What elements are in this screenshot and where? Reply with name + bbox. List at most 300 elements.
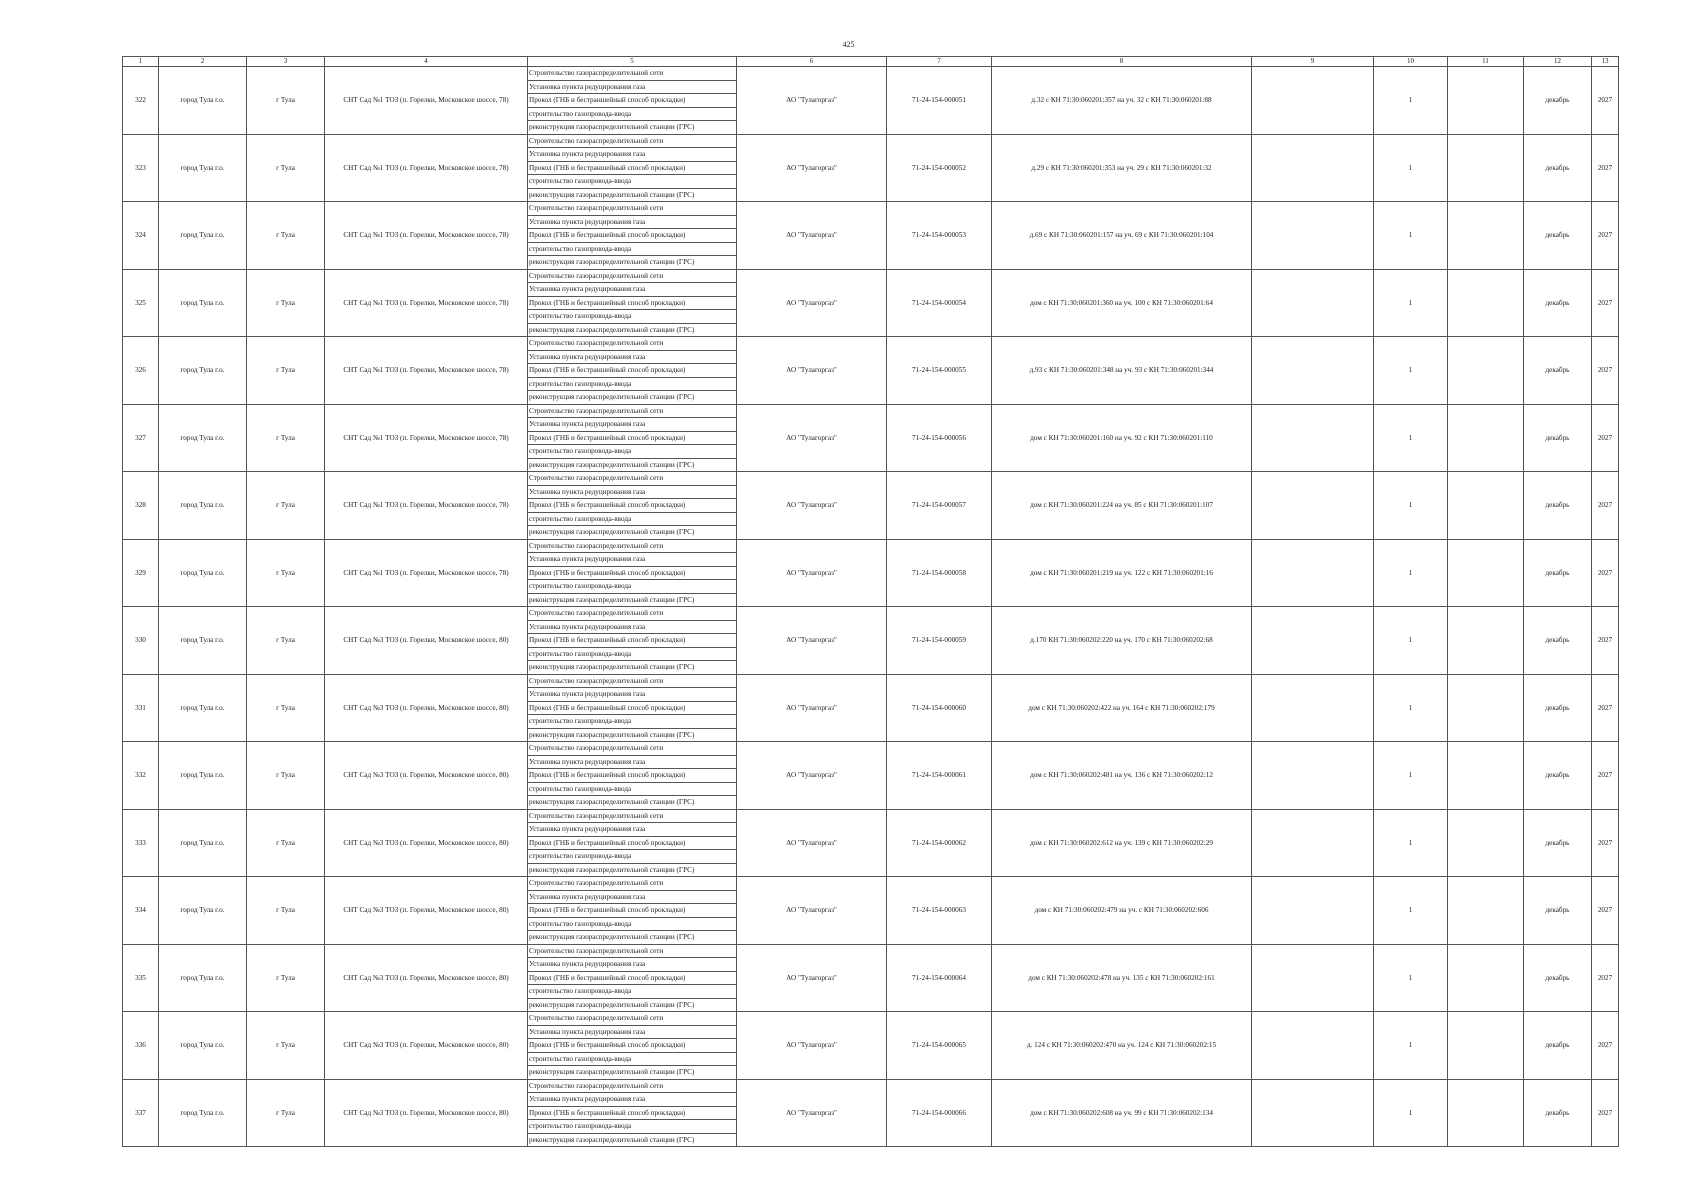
application-number: 71-24-154-000053 [887,202,992,270]
row-number: 336 [123,1012,159,1080]
work-item: Прокол (ГНБ и бестраншейный способ прокладки) [528,971,737,985]
municipality: город Тула г.о. [159,202,247,270]
work-item: реконструкция газораспределительной станции (ГРС) [528,998,737,1012]
col-9-value [1252,1079,1374,1147]
year: 2027 [1592,404,1619,472]
table-row [123,269,1619,283]
object-description: дом с КН 71:30:060201:360 на уч. 100 с КН 71:30:060201:64 [992,269,1252,337]
year: 2027 [1592,337,1619,405]
col-11-value [1448,269,1524,337]
work-item: Строительство газораспределительной сети [528,877,737,891]
work-item: реконструкция газораспределительной станции (ГРС) [528,931,737,945]
col-10-value: 1 [1374,404,1448,472]
municipality: город Тула г.о. [159,404,247,472]
month: декабрь [1524,877,1592,945]
col-header-11: 11 [1448,57,1524,67]
col-10-value: 1 [1374,134,1448,202]
table-row [123,742,1619,756]
municipality: город Тула г.о. [159,877,247,945]
municipality: город Тула г.о. [159,944,247,1012]
work-item: Строительство газораспределительной сети [528,134,737,148]
work-item: Установка пункта редуцирования газа [528,80,737,94]
network-organization: АО "Тулагоргаз" [737,877,887,945]
year: 2027 [1592,809,1619,877]
address: СНТ Сад №3 ТОЗ (п. Горелки, Московское шоссе, 80) [325,1012,528,1080]
application-number: 71-24-154-000059 [887,607,992,675]
work-item: Прокол (ГНБ и бестраншейный способ прокладки) [528,566,737,580]
work-item: реконструкция газораспределительной станции (ГРС) [528,661,737,675]
row-number: 329 [123,539,159,607]
col-10-value: 1 [1374,539,1448,607]
work-item: строительство газопровода-ввода [528,1120,737,1134]
year: 2027 [1592,269,1619,337]
col-9-value [1252,269,1374,337]
col-11-value [1448,539,1524,607]
municipality: город Тула г.о. [159,539,247,607]
network-organization: АО "Тулагоргаз" [737,607,887,675]
table-row [123,337,1619,351]
col-11-value [1448,134,1524,202]
work-item: Прокол (ГНБ и бестраншейный способ прокладки) [528,1106,737,1120]
work-item: Установка пункта редуцирования газа [528,148,737,162]
col-header-9: 9 [1252,57,1374,67]
object-description: дом с КН 71:30:060202:481 на уч. 136 с КН 71:30:060202:12 [992,742,1252,810]
municipality: город Тула г.о. [159,742,247,810]
month: декабрь [1524,202,1592,270]
work-item: реконструкция газораспределительной станции (ГРС) [528,256,737,270]
month: декабрь [1524,539,1592,607]
network-organization: АО "Тулагоргаз" [737,404,887,472]
work-item: строительство газопровода-ввода [528,985,737,999]
locality: г Тула [247,877,325,945]
row-number: 322 [123,67,159,135]
col-header-13: 13 [1592,57,1619,67]
year: 2027 [1592,67,1619,135]
municipality: город Тула г.о. [159,472,247,540]
address: СНТ Сад №3 ТОЗ (п. Горелки, Московское шоссе, 80) [325,1079,528,1147]
work-item: Строительство газораспределительной сети [528,337,737,351]
network-organization: АО "Тулагоргаз" [737,539,887,607]
network-organization: АО "Тулагоргаз" [737,1079,887,1147]
table-row [123,607,1619,621]
network-organization: АО "Тулагоргаз" [737,742,887,810]
municipality: город Тула г.о. [159,809,247,877]
work-item: Строительство газораспределительной сети [528,944,737,958]
work-item: Прокол (ГНБ и бестраншейный способ прокладки) [528,1039,737,1053]
work-item: Прокол (ГНБ и бестраншейный способ прокладки) [528,701,737,715]
work-item: Установка пункта редуцирования газа [528,350,737,364]
locality: г Тула [247,202,325,270]
col-11-value [1448,742,1524,810]
address: СНТ Сад №1 ТОЗ (п. Горелки, Московское шоссе, 78) [325,472,528,540]
row-number: 337 [123,1079,159,1147]
work-item: Прокол (ГНБ и бестраншейный способ прокладки) [528,229,737,243]
locality: г Тула [247,404,325,472]
row-number: 327 [123,404,159,472]
table-row [123,202,1619,216]
work-item: Установка пункта редуцирования газа [528,688,737,702]
col-10-value: 1 [1374,674,1448,742]
table-row [123,134,1619,148]
table-row [123,944,1619,958]
work-item: реконструкция газораспределительной станции (ГРС) [528,1133,737,1147]
work-item: реконструкция газораспределительной станции (ГРС) [528,121,737,135]
locality: г Тула [247,337,325,405]
month: декабрь [1524,607,1592,675]
work-item: Прокол (ГНБ и бестраншейный способ прокладки) [528,836,737,850]
col-10-value: 1 [1374,607,1448,675]
col-11-value [1448,877,1524,945]
work-item: Установка пункта редуцирования газа [528,553,737,567]
month: декабрь [1524,944,1592,1012]
municipality: город Тула г.о. [159,269,247,337]
work-item: строительство газопровода-ввода [528,782,737,796]
year: 2027 [1592,607,1619,675]
col-11-value [1448,67,1524,135]
table-row [123,404,1619,418]
work-item: Установка пункта редуцирования газа [528,620,737,634]
object-description: д.29 с КН 71:30:060201:353 на уч. 29 с КН 71:30:060201:32 [992,134,1252,202]
municipality: город Тула г.о. [159,67,247,135]
work-item: Установка пункта редуцирования газа [528,1025,737,1039]
application-number: 71-24-154-000060 [887,674,992,742]
col-10-value: 1 [1374,472,1448,540]
row-number: 324 [123,202,159,270]
col-10-value: 1 [1374,877,1448,945]
object-description: дом с КН 71:30:060202:612 на уч. 139 с КН 71:30:060202:29 [992,809,1252,877]
address: СНТ Сад №3 ТОЗ (п. Горелки, Московское шоссе, 80) [325,674,528,742]
address: СНТ Сад №1 ТОЗ (п. Горелки, Московское шоссе, 78) [325,539,528,607]
row-number: 325 [123,269,159,337]
year: 2027 [1592,877,1619,945]
work-item: Строительство газораспределительной сети [528,1012,737,1026]
col-header-1: 1 [123,57,159,67]
address: СНТ Сад №1 ТОЗ (п. Горелки, Московское шоссе, 78) [325,337,528,405]
work-item: Установка пункта редуцирования газа [528,283,737,297]
year: 2027 [1592,472,1619,540]
month: декабрь [1524,404,1592,472]
address: СНТ Сад №1 ТОЗ (п. Горелки, Московское шоссе, 78) [325,202,528,270]
col-9-value [1252,539,1374,607]
col-10-value: 1 [1374,269,1448,337]
work-item: Прокол (ГНБ и бестраншейный способ прокладки) [528,769,737,783]
work-item: строительство газопровода-ввода [528,107,737,121]
year: 2027 [1592,674,1619,742]
work-item: Установка пункта редуцирования газа [528,1093,737,1107]
object-description: дом с КН 71:30:060202:608 на уч. 99 с КН 71:30:060202:134 [992,1079,1252,1147]
col-11-value [1448,337,1524,405]
work-item: Установка пункта редуцирования газа [528,418,737,432]
municipality: город Тула г.о. [159,1079,247,1147]
table-row [123,67,1619,81]
col-header-2: 2 [159,57,247,67]
year: 2027 [1592,742,1619,810]
col-10-value: 1 [1374,809,1448,877]
object-description: д.170 КН 71:30:060202:220 на уч. 170 с КН 71:30:060202:68 [992,607,1252,675]
work-item: строительство газопровода-ввода [528,377,737,391]
month: декабрь [1524,1079,1592,1147]
col-9-value [1252,134,1374,202]
application-number: 71-24-154-000062 [887,809,992,877]
work-item: Прокол (ГНБ и бестраншейный способ прокладки) [528,904,737,918]
row-number: 335 [123,944,159,1012]
month: декабрь [1524,809,1592,877]
work-item: реконструкция газораспределительной станции (ГРС) [528,458,737,472]
locality: г Тула [247,809,325,877]
work-item: строительство газопровода-ввода [528,715,737,729]
locality: г Тула [247,269,325,337]
address: СНТ Сад №3 ТОЗ (п. Горелки, Московское шоссе, 80) [325,809,528,877]
work-item: реконструкция газораспределительной станции (ГРС) [528,526,737,540]
header-row [123,57,1619,67]
col-9-value [1252,944,1374,1012]
address: СНТ Сад №3 ТОЗ (п. Горелки, Московское шоссе, 80) [325,742,528,810]
col-9-value [1252,809,1374,877]
col-9-value [1252,674,1374,742]
address: СНТ Сад №3 ТОЗ (п. Горелки, Московское шоссе, 80) [325,944,528,1012]
network-organization: АО "Тулагоргаз" [737,134,887,202]
work-item: Строительство газораспределительной сети [528,809,737,823]
work-item: Установка пункта редуцирования газа [528,823,737,837]
work-item: строительство газопровода-ввода [528,917,737,931]
network-organization: АО "Тулагоргаз" [737,1012,887,1080]
table-row [123,1079,1619,1093]
object-description: дом с КН 71:30:060202:479 на уч. с КН 71:30:060202:606 [992,877,1252,945]
month: декабрь [1524,134,1592,202]
object-description: д. 124 с КН 71:30:060202:470 на уч. 124 с КН 71:30:060202:15 [992,1012,1252,1080]
table-row [123,674,1619,688]
work-item: Прокол (ГНБ и бестраншейный способ прокладки) [528,364,737,378]
col-10-value: 1 [1374,202,1448,270]
year: 2027 [1592,1012,1619,1080]
work-item: реконструкция газораспределительной станции (ГРС) [528,391,737,405]
col-10-value: 1 [1374,67,1448,135]
application-number: 71-24-154-000066 [887,1079,992,1147]
month: декабрь [1524,472,1592,540]
application-number: 71-24-154-000055 [887,337,992,405]
col-header-4: 4 [325,57,528,67]
locality: г Тула [247,67,325,135]
table-row [123,1012,1619,1026]
application-number: 71-24-154-000052 [887,134,992,202]
network-organization: АО "Тулагоргаз" [737,202,887,270]
month: декабрь [1524,1012,1592,1080]
object-description: дом с КН 71:30:060202:422 на уч. 164 с КН 71:30:060202:179 [992,674,1252,742]
object-description: дом с КН 71:30:060201:219 на уч. 122 с КН 71:30:060201:16 [992,539,1252,607]
work-item: Установка пункта редуцирования газа [528,485,737,499]
application-number: 71-24-154-000051 [887,67,992,135]
year: 2027 [1592,944,1619,1012]
work-item: Строительство газораспределительной сети [528,742,737,756]
month: декабрь [1524,269,1592,337]
work-item: Строительство газораспределительной сети [528,472,737,486]
month: декабрь [1524,337,1592,405]
work-item: Установка пункта редуцирования газа [528,958,737,972]
work-item: реконструкция газораспределительной станции (ГРС) [528,728,737,742]
work-item: реконструкция газораспределительной станции (ГРС) [528,863,737,877]
col-11-value [1448,1012,1524,1080]
work-item: строительство газопровода-ввода [528,850,737,864]
month: декабрь [1524,742,1592,810]
work-item: Установка пункта редуцирования газа [528,215,737,229]
locality: г Тула [247,472,325,540]
work-item: Строительство газораспределительной сети [528,607,737,621]
work-item: реконструкция газораспределительной станции (ГРС) [528,1066,737,1080]
work-item: реконструкция газораспределительной станции (ГРС) [528,323,737,337]
work-item: Установка пункта редуцирования газа [528,890,737,904]
year: 2027 [1592,134,1619,202]
work-item: строительство газопровода-ввода [528,310,737,324]
work-item: строительство газопровода-ввода [528,1052,737,1066]
locality: г Тула [247,944,325,1012]
address: СНТ Сад №1 ТОЗ (п. Горелки, Московское шоссе, 78) [325,269,528,337]
table-row [123,809,1619,823]
address: СНТ Сад №3 ТОЗ (п. Горелки, Московское шоссе, 80) [325,877,528,945]
row-number: 334 [123,877,159,945]
application-number: 71-24-154-000065 [887,1012,992,1080]
col-11-value [1448,202,1524,270]
locality: г Тула [247,539,325,607]
col-9-value [1252,202,1374,270]
col-header-12: 12 [1524,57,1592,67]
network-organization: АО "Тулагоргаз" [737,944,887,1012]
col-10-value: 1 [1374,1079,1448,1147]
col-9-value [1252,337,1374,405]
work-item: Строительство газораспределительной сети [528,539,737,553]
work-item: Строительство газораспределительной сети [528,674,737,688]
row-number: 333 [123,809,159,877]
locality: г Тула [247,1079,325,1147]
work-item: реконструкция газораспределительной станции (ГРС) [528,796,737,810]
col-9-value [1252,877,1374,945]
work-item: Установка пункта редуцирования газа [528,755,737,769]
locality: г Тула [247,742,325,810]
col-9-value [1252,1012,1374,1080]
work-item: Строительство газораспределительной сети [528,269,737,283]
row-number: 323 [123,134,159,202]
address: СНТ Сад №1 ТОЗ (п. Горелки, Московское шоссе, 78) [325,404,528,472]
work-item: Прокол (ГНБ и бестраншейный способ прокладки) [528,94,737,108]
work-item: Прокол (ГНБ и бестраншейный способ прокладки) [528,499,737,513]
network-organization: АО "Тулагоргаз" [737,67,887,135]
work-item: Строительство газораспределительной сети [528,202,737,216]
work-item: строительство газопровода-ввода [528,580,737,594]
object-description: д.32 с КН 71:30:060201:357 на уч. 32 с КН 71:30:060201:88 [992,67,1252,135]
col-11-value [1448,472,1524,540]
object-description: дом с КН 71:30:060201:160 на уч. 92 с КН 71:30:060201:110 [992,404,1252,472]
year: 2027 [1592,539,1619,607]
municipality: город Тула г.о. [159,674,247,742]
address: СНТ Сад №3 ТОЗ (п. Горелки, Московское шоссе, 80) [325,607,528,675]
col-11-value [1448,404,1524,472]
network-organization: АО "Тулагоргаз" [737,472,887,540]
col-9-value [1252,742,1374,810]
application-number: 71-24-154-000061 [887,742,992,810]
col-header-5: 5 [528,57,737,67]
work-item: Строительство газораспределительной сети [528,1079,737,1093]
municipality: город Тула г.о. [159,1012,247,1080]
row-number: 328 [123,472,159,540]
col-10-value: 1 [1374,742,1448,810]
municipality: город Тула г.о. [159,134,247,202]
table-row [123,539,1619,553]
network-organization: АО "Тулагоргаз" [737,809,887,877]
object-description: д.69 с КН 71:30:060201:157 на уч. 69 с КН 71:30:060201:104 [992,202,1252,270]
work-item: строительство газопровода-ввода [528,512,737,526]
address: СНТ Сад №1 ТОЗ (п. Горелки, Московское шоссе, 78) [325,67,528,135]
application-number: 71-24-154-000054 [887,269,992,337]
gas-connection-table [122,56,1619,1147]
application-number: 71-24-154-000064 [887,944,992,1012]
network-organization: АО "Тулагоргаз" [737,269,887,337]
object-description: дом с КН 71:30:060201:224 на уч. 85 с КН 71:30:060201:107 [992,472,1252,540]
application-number: 71-24-154-000058 [887,539,992,607]
page-number: 425 [842,40,855,49]
object-description: д.93 с КН 71:30:060201:348 на уч. 93 с КН 71:30:060201:344 [992,337,1252,405]
object-description: дом с КН 71:30:060202:478 на уч. 135 с КН 71:30:060202:161 [992,944,1252,1012]
col-9-value [1252,404,1374,472]
work-item: Прокол (ГНБ и бестраншейный способ прокладки) [528,634,737,648]
table-body [123,67,1619,1147]
col-10-value: 1 [1374,1012,1448,1080]
month: декабрь [1524,674,1592,742]
work-item: Строительство газораспределительной сети [528,67,737,81]
municipality: город Тула г.о. [159,337,247,405]
work-item: строительство газопровода-ввода [528,445,737,459]
row-number: 330 [123,607,159,675]
work-item: Прокол (ГНБ и бестраншейный способ прокладки) [528,161,737,175]
work-item: Прокол (ГНБ и бестраншейный способ прокладки) [528,296,737,310]
application-number: 71-24-154-000063 [887,877,992,945]
col-header-10: 10 [1374,57,1448,67]
table-row [123,472,1619,486]
col-11-value [1448,944,1524,1012]
work-item: строительство газопровода-ввода [528,647,737,661]
work-item: Прокол (ГНБ и бестраншейный способ прокладки) [528,431,737,445]
work-item: Строительство газораспределительной сети [528,404,737,418]
network-organization: АО "Тулагоргаз" [737,674,887,742]
address: СНТ Сад №1 ТОЗ (п. Горелки, Московское шоссе, 78) [325,134,528,202]
col-9-value [1252,607,1374,675]
col-10-value: 1 [1374,337,1448,405]
locality: г Тула [247,607,325,675]
row-number: 326 [123,337,159,405]
network-organization: АО "Тулагоргаз" [737,337,887,405]
col-11-value [1448,809,1524,877]
col-header-3: 3 [247,57,325,67]
row-number: 332 [123,742,159,810]
application-number: 71-24-154-000056 [887,404,992,472]
col-header-8: 8 [992,57,1252,67]
col-11-value [1448,674,1524,742]
col-11-value [1448,607,1524,675]
work-item: строительство газопровода-ввода [528,242,737,256]
col-11-value [1448,1079,1524,1147]
col-header-6: 6 [737,57,887,67]
locality: г Тула [247,1012,325,1080]
row-number: 331 [123,674,159,742]
year: 2027 [1592,202,1619,270]
year: 2027 [1592,1079,1619,1147]
col-9-value [1252,472,1374,540]
month: декабрь [1524,67,1592,135]
work-item: строительство газопровода-ввода [528,175,737,189]
col-9-value [1252,67,1374,135]
table-row [123,877,1619,891]
work-item: реконструкция газораспределительной станции (ГРС) [528,593,737,607]
locality: г Тула [247,134,325,202]
work-item: реконструкция газораспределительной станции (ГРС) [528,188,737,202]
